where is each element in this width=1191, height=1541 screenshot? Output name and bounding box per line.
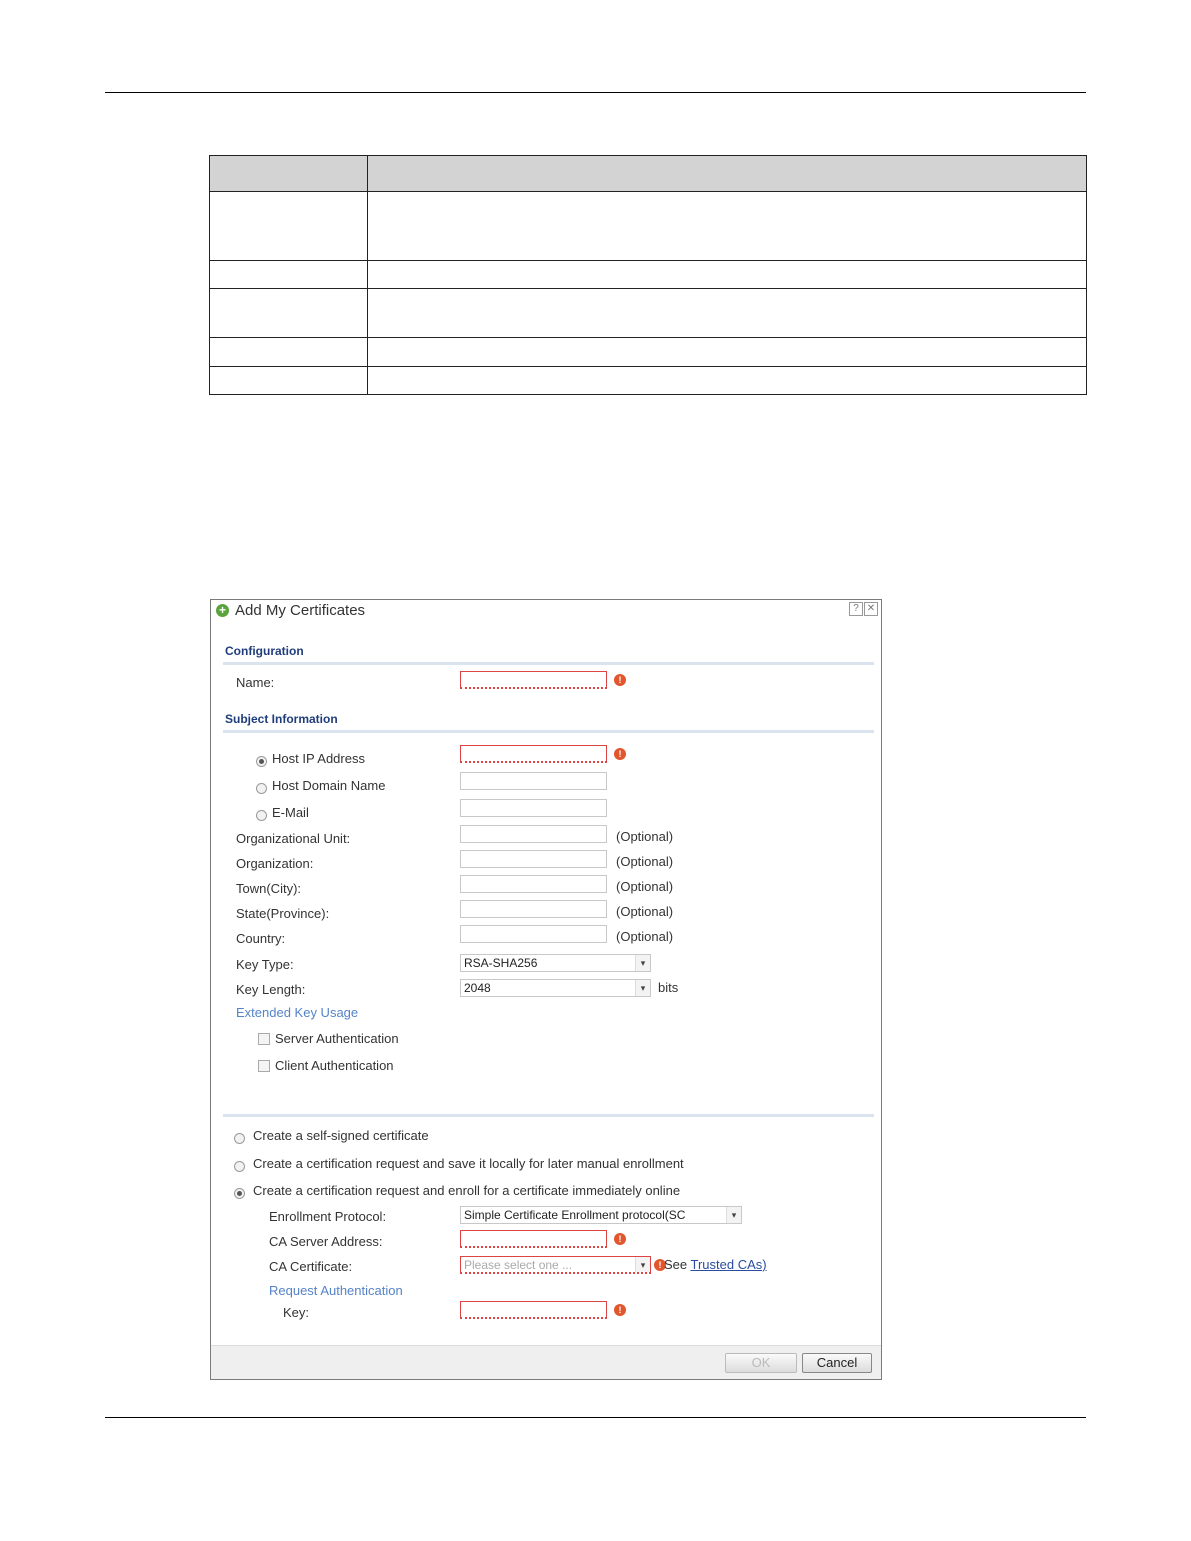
name-input[interactable]: [460, 671, 607, 689]
self-signed-radio[interactable]: [234, 1133, 245, 1144]
request-authentication-label: Request Authentication: [269, 1283, 403, 1298]
add-my-certificates-dialog: [210, 599, 882, 1380]
see-text: See: [664, 1257, 691, 1272]
self-signed-label: Create a self-signed certificate: [253, 1128, 429, 1143]
required-warning-icon: !: [654, 1259, 666, 1271]
ca-certificate-select[interactable]: [460, 1256, 651, 1274]
host-ip-radio[interactable]: [256, 756, 267, 767]
state-label: State(Province):: [236, 906, 330, 921]
required-warning-icon: !: [614, 1304, 626, 1316]
optional-note: (Optional): [616, 879, 674, 894]
optional-note: (Optional): [616, 829, 674, 844]
see-trusted-cas: [664, 1257, 767, 1272]
table-row: [210, 192, 1087, 261]
optional-note: (Optional): [616, 904, 674, 919]
key-type-label: Key Type:: [236, 957, 294, 972]
ca-certificate-label: CA Certificate:: [269, 1259, 353, 1274]
cancel-button[interactable]: Cancel: [802, 1353, 872, 1373]
host-domain-radio[interactable]: [256, 783, 267, 794]
description-table: [209, 155, 1087, 395]
optional-note: (Optional): [616, 929, 674, 944]
table-header-cell: [210, 156, 368, 192]
table-row: [210, 338, 1087, 367]
close-icon[interactable]: ✕: [864, 602, 878, 616]
table-header-cell: [368, 156, 1087, 192]
key-type-select[interactable]: [460, 954, 651, 972]
enrollment-protocol-value: Simple Certificate Enrollment protocol(SC: [464, 1208, 686, 1222]
country-label: Country:: [236, 931, 286, 946]
enroll-online-label: Create a certification request and enroll for a certificate immediately online: [253, 1183, 681, 1198]
footer-rule: [105, 1417, 1086, 1418]
ca-certificate-placeholder: Please select one ...: [464, 1258, 573, 1272]
section-divider: [223, 730, 874, 733]
table-header-row: [210, 156, 1087, 192]
client-auth-label: Client Authentication: [275, 1058, 394, 1073]
email-input[interactable]: [460, 799, 607, 817]
required-warning-icon: !: [614, 748, 626, 760]
chevron-down-icon: ▾: [726, 1207, 741, 1223]
table-row: [210, 367, 1087, 395]
key-input[interactable]: [460, 1301, 607, 1319]
enrollment-protocol-select[interactable]: [460, 1206, 742, 1224]
ca-server-label: CA Server Address:: [269, 1234, 383, 1249]
org-unit-label: Organizational Unit:: [236, 831, 351, 846]
help-icon[interactable]: ?: [849, 602, 863, 616]
section-divider: [223, 662, 874, 665]
key-type-value: RSA-SHA256: [464, 956, 538, 970]
state-input[interactable]: [460, 900, 607, 918]
host-ip-input[interactable]: [460, 745, 607, 763]
trusted-cas-link[interactable]: Trusted CAs): [690, 1257, 767, 1272]
organization-input[interactable]: [460, 850, 607, 868]
server-auth-checkbox[interactable]: [258, 1033, 270, 1045]
email-label: E-Mail: [272, 805, 309, 820]
enroll-online-radio[interactable]: [234, 1188, 245, 1199]
save-locally-label: Create a certification request and save it locally for later manual enrollment: [253, 1156, 684, 1171]
name-label: Name:: [236, 675, 275, 690]
dialog-title: Add My Certificates: [235, 602, 366, 619]
host-domain-input[interactable]: [460, 772, 607, 790]
key-length-value: 2048: [464, 981, 491, 995]
key-label: Key:: [283, 1305, 310, 1320]
town-input[interactable]: [460, 875, 607, 893]
required-warning-icon: !: [614, 1233, 626, 1245]
section-divider: [223, 1114, 874, 1117]
chevron-down-icon: ▾: [635, 955, 650, 971]
town-label: Town(City):: [236, 881, 302, 896]
table-row: [210, 289, 1087, 338]
extended-key-usage-label: Extended Key Usage: [236, 1005, 359, 1020]
chevron-down-icon: ▾: [635, 1257, 650, 1273]
client-auth-checkbox[interactable]: [258, 1060, 270, 1072]
ca-server-input[interactable]: [460, 1230, 607, 1248]
save-locally-radio[interactable]: [234, 1161, 245, 1172]
key-length-select[interactable]: [460, 979, 651, 997]
subject-section-title: Subject Information: [225, 712, 338, 726]
email-radio[interactable]: [256, 810, 267, 821]
dialog-footer: [211, 1345, 881, 1379]
server-auth-label: Server Authentication: [275, 1031, 399, 1046]
organization-label: Organization:: [236, 856, 314, 871]
key-length-label: Key Length:: [236, 982, 306, 997]
key-length-unit: bits: [658, 980, 679, 995]
host-domain-label: Host Domain Name: [272, 778, 386, 793]
add-icon: +: [216, 604, 229, 617]
table-row: [210, 261, 1087, 289]
ok-button[interactable]: OK: [725, 1353, 797, 1373]
optional-note: (Optional): [616, 854, 674, 869]
header-rule: [105, 92, 1086, 93]
host-ip-label: Host IP Address: [272, 751, 365, 766]
country-input[interactable]: [460, 925, 607, 943]
enrollment-protocol-label: Enrollment Protocol:: [269, 1209, 387, 1224]
chevron-down-icon: ▾: [635, 980, 650, 996]
configuration-section-title: Configuration: [225, 644, 304, 658]
org-unit-input[interactable]: [460, 825, 607, 843]
required-warning-icon: !: [614, 674, 626, 686]
